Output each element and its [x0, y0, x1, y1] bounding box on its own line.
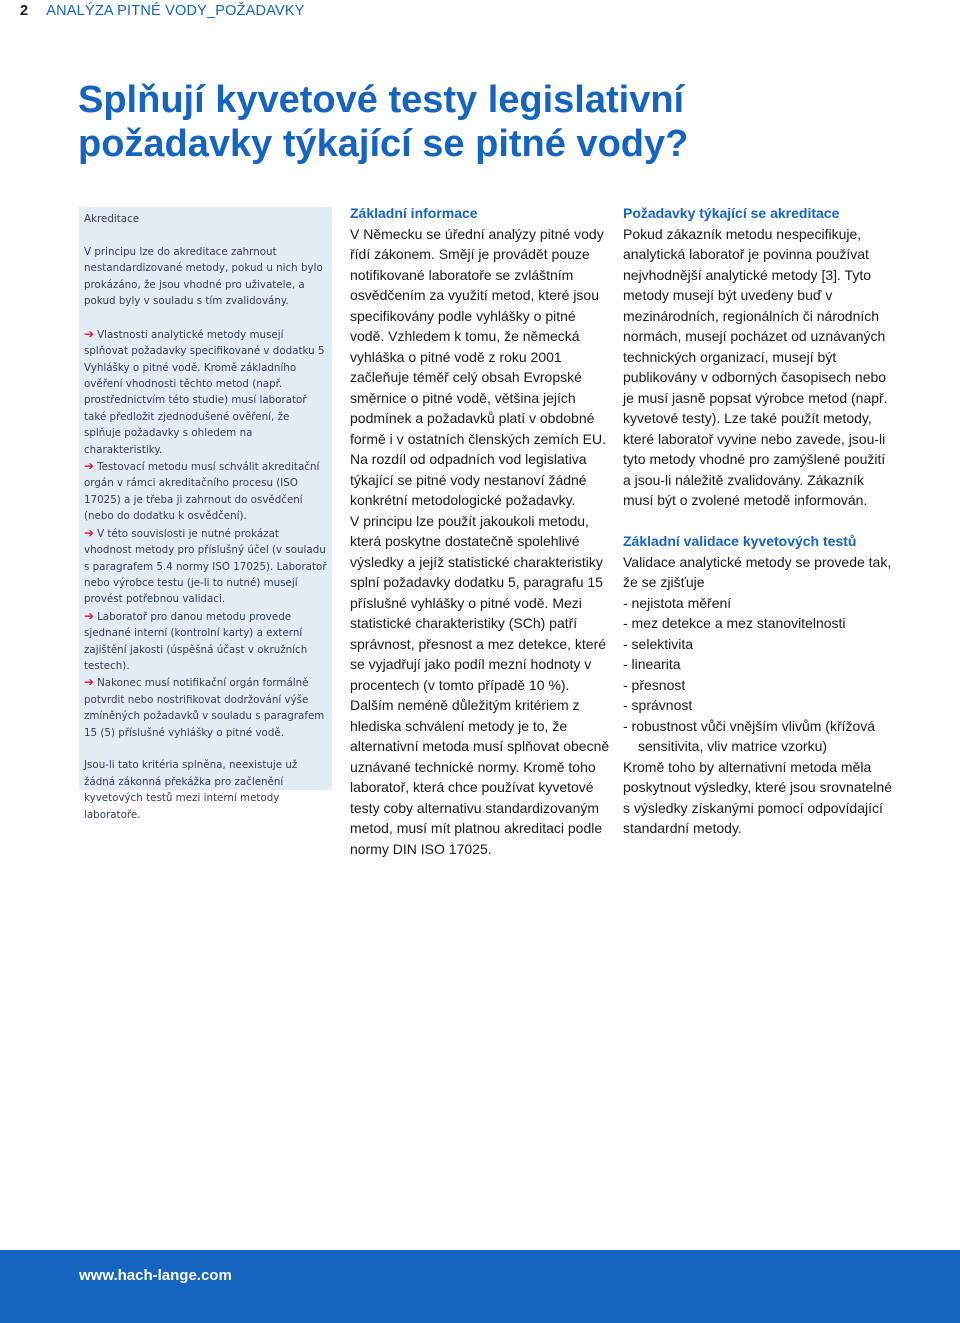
- arrow-right-icon: ➔: [84, 525, 95, 540]
- section-label: ANALÝZA PITNÉ VODY_POŽADAVKY: [46, 3, 305, 19]
- column3-heading-1: Požadavky týkající se akreditace: [623, 205, 840, 221]
- box-item: [84, 608, 327, 675]
- validation-list-item: [623, 716, 893, 757]
- arrow-right-icon: ➔: [84, 326, 95, 341]
- validation-list-item: - přesnost: [623, 676, 686, 693]
- box-item: [84, 674, 327, 741]
- box-item: [84, 525, 327, 608]
- validation-list-item: - mez detekce a mez stanovitelnosti: [623, 615, 846, 631]
- column-accreditation-requirements: [623, 203, 893, 839]
- page-number: 2: [20, 3, 29, 19]
- column2-paragraph: V principu lze použít jakoukoli metodu, která poskytne dostatečně spolehlivé výsledky a jejíž statistické charakteristiky splní požadavky dodatku 5, paragrafu 15 příslušné vyhlášky o pitné vodě. Mezi statistické charakteristiky (SCh) patří správnost, přesnost a mez detekce, které se vyjadřují jako podíl mezní hodnoty v procentech (v tomto případě 10 %). Dalším neméně důležitým kritériem z hlediska schválení metody je to, že alternativní metoda musí splňovat obecně uznávané technické normy. Kromě toho laboratoř, která chce používat kyvetové testy coby alternativu standardizovaným metod, musí mít platnou akreditaci podle normy DIN ISO 17025.: [350, 512, 610, 857]
- column2-paragraph: V Německu se úřední analýzy pitné vody řídí zákonem. Smějí je provádět pouze notifikované laboratoře se zvláštním osvědčením za využití metod, které jsou specifikovány podle vyhlášky o pitné vodě. Vzhledem k tomu, že německá vyhláška o pitné vodě z roku 2001 začleňuje téměř celý obsah Evropské směrnice o pitné vodě, většina jejích podmínek a požadavků platí v obdobné formě i v ostatních členských zemích EU.: [350, 225, 606, 447]
- arrow-right-icon: ➔: [84, 459, 95, 474]
- validation-list-item: - správnost: [623, 697, 693, 713]
- column3-paragraph-3: Kromě toho by alternativní metoda měla poskytnout výsledky, které jsou srovnatelné s výsledky získanými pomocí odpovídající standardní metody.: [623, 758, 892, 836]
- page-header: [20, 3, 305, 19]
- accreditation-box: [79, 207, 332, 821]
- column3-heading-2: Základní validace kyvetových testů: [623, 533, 857, 549]
- page-title: [78, 78, 898, 166]
- box-item-text: V této souvislosti je nutné prokázat vhodnost metody pro příslušný účel (v souladu s paragrafem 5.4 normy ISO 17025). Laboratoř nebo výrobce testu (je-li to nutné) musejí provést potřebnou validaci.: [84, 527, 327, 606]
- validation-list-item: - selektivita: [623, 635, 694, 652]
- box-item-text: Vlastnosti analytické metody musejí splňovat požadavky specifikované v dodatku 5 Vyhlášky o pitné vodě. Kromě základního ověření vhodnosti těchto metod (např. prostřednictvím této studie) musí laboratoř také předložit zjednodušené ověření, že splňuje požadavky s ohledem na charakteristiky.: [84, 328, 325, 456]
- box-item: [84, 326, 327, 458]
- validation-list-item-text: - robustnost vůči vnějším vlivům (křížová sensitivita, vliv matrice vzorku): [623, 717, 876, 754]
- footer-bar: [0, 1250, 960, 1323]
- validation-list-item: - nejistota měření: [623, 594, 732, 611]
- column2-heading: Základní informace: [350, 205, 478, 221]
- arrow-right-icon: ➔: [84, 675, 95, 690]
- box-item-text: Testovací metodu musí schválit akreditační orgán v rámci akreditačního procesu (ISO 17025) a je třeba ji zahrnout do osvědčení (nebo do dodatku k osvědčení).: [84, 461, 320, 523]
- column3-paragraph-2: Validace analytické metody se provede tak, že se zjišťuje: [623, 553, 892, 590]
- box-item: [84, 458, 327, 525]
- box-item-text: Laboratoř pro danou metodu provede sjednané interní (kontrolní karty) a externí zajištění jakosti (úspěšná účast v okružních testech).: [84, 610, 308, 672]
- column3-paragraph-1: Pokud zákazník metodu nespecifikuje, analytická laboratoř je povinna používat nejvhodnější analytické metody [3]. Tyto metody musejí být uvedeny buď v mezinárodních, regionálních či národních normách, musejí pocházet od uznávaných technických organizací, musejí být publikovány v odborných časopisech nebo je musí jasně popsat výrobce metod (např. kyvetové testy). Lze také použít metody, které laboratoř vyvine nebo zavede, jsou-li tyto metody vhodné pro zamýšlené použití a jsou-li náležitě zvalidovány. Zákazník musí být o zvolené metodě informován.: [623, 225, 888, 508]
- box-intro: V principu lze do akreditace zahrnout nestandardizované metody, pokud u nich bylo prokázáno, že jsou vhodné pro uživatele, a pokud byly v souladu s tím zvalidovány.: [84, 245, 323, 308]
- box-heading: Akreditace: [84, 213, 140, 225]
- column-basic-info: [350, 203, 610, 859]
- title-line-1: Splňují kyvetové testy legislativní: [78, 79, 685, 121]
- arrow-right-icon: ➔: [84, 608, 95, 623]
- title-line-2: požadavky týkající se pitné vody?: [78, 123, 689, 165]
- column2-paragraph: Na rozdíl od odpadních vod legislativa týkající se pitné vody nestanoví žádné konkrétní metodologické požadavky.: [350, 451, 587, 508]
- box-item-text: Nakonec musí notifikační orgán formálně potvrdit nebo nostrifikovat dodržování výše zmíněných požadavků v souladu s paragrafem 15 (5) příslušné vyhlášky o pitné vodě.: [84, 677, 325, 739]
- box-conclusion: Jsou-li tato kritéria splněna, neexistuje už žádná zákonná překážka pro začlenění kyvetových testů mezi interní metody laboratoře.: [84, 759, 298, 821]
- validation-list-item: - linearita: [623, 656, 681, 672]
- website-link[interactable]: www.hach-lange.com: [79, 1267, 232, 1284]
